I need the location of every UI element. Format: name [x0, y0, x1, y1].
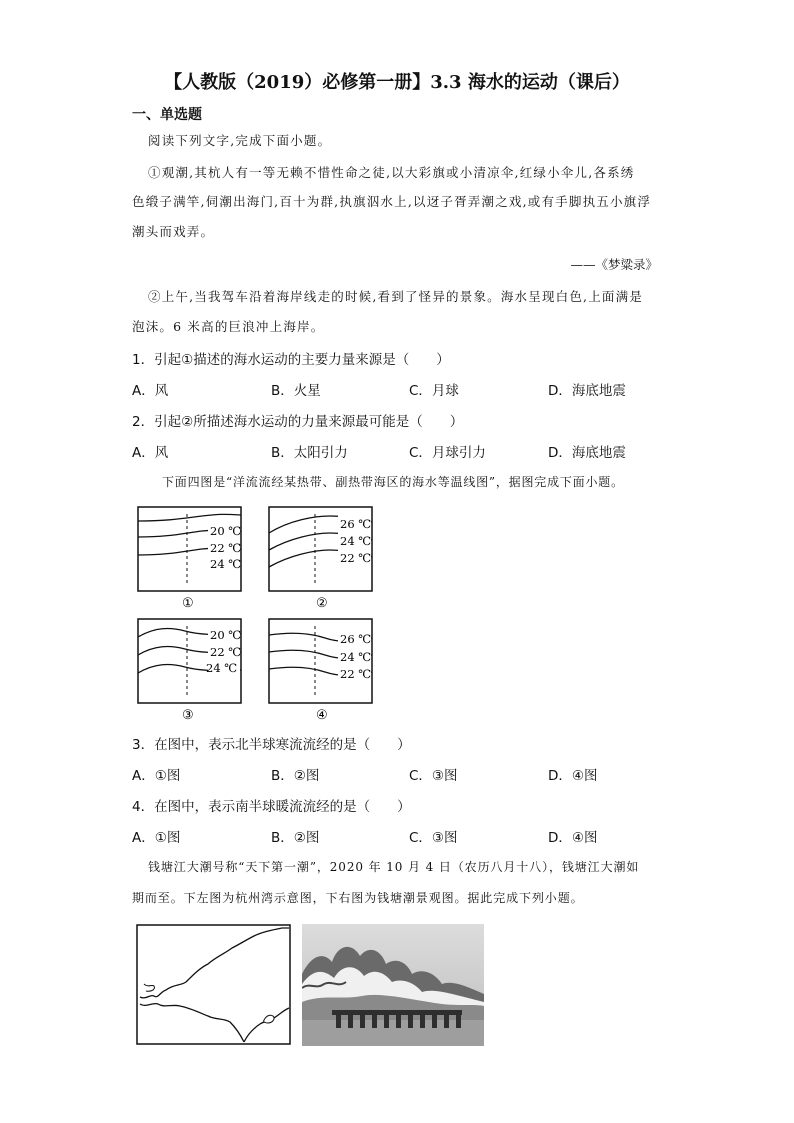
- question-option[interactable]: D．海底地震: [548, 383, 626, 399]
- isotherm-diagram-4: [269, 619, 372, 723]
- question-option[interactable]: B．②图: [271, 830, 320, 846]
- passage3-text-line: 钱塘江大潮号称“天下第一潮”，2020 年 10 月 4 日（农历八月十八），钱塘江大潮如: [148, 860, 640, 874]
- question-option[interactable]: B．火星: [271, 383, 321, 399]
- isotherm-label: 26 ℃: [340, 517, 372, 531]
- passage1-text-line: 潮头而戏弄。: [132, 224, 215, 239]
- isotherm-diagram-2: [269, 507, 372, 611]
- diagram-caption: ③: [182, 708, 194, 723]
- isotherm-diagram-3: [138, 619, 241, 723]
- isotherm-diagram-1: [138, 507, 241, 611]
- question-option[interactable]: B．②图: [271, 768, 320, 784]
- section-heading: 一、单选题: [132, 107, 202, 123]
- question-option[interactable]: D．④图: [548, 768, 598, 784]
- diagram-caption: ④: [316, 708, 328, 723]
- question-option[interactable]: D．④图: [548, 830, 598, 846]
- question-option[interactable]: A．风: [132, 445, 169, 461]
- diagram-caption: ①: [182, 596, 194, 611]
- passage3-text-line: 期而至。下左图为杭州湾示意图，下右图为钱塘潮景观图。据此完成下列小题。: [132, 891, 584, 905]
- question-option[interactable]: A．风: [132, 383, 169, 399]
- question-stem: 2．引起②所描述海水运动的力量来源最可能是（ ）: [132, 414, 464, 430]
- isotherm-label: 20 ℃: [210, 628, 242, 642]
- isotherm-diagrams: [130, 500, 390, 730]
- question-stem: 4．在图中，表示南半球暖流流经的是（ ）: [132, 799, 411, 815]
- isotherm-label: 22 ℃: [340, 551, 372, 565]
- question-stem: 3．在图中，表示北半球寒流流经的是（ ）: [132, 737, 411, 753]
- qiantang-tide-photo: [302, 924, 484, 1046]
- question-option[interactable]: C．③图: [409, 830, 458, 846]
- isotherm-label: 22 ℃: [210, 541, 242, 555]
- isotherm-label: 24 ℃: [340, 650, 372, 664]
- isotherm-label: 26 ℃: [340, 632, 372, 646]
- isotherm-label: 24 ℃: [210, 557, 242, 571]
- passage1-text-line: ①观潮,其杭人有一等无赖不惜性命之徒,以大彩旗或小清凉伞,红绿小伞儿,各系绣: [148, 165, 635, 180]
- question-option[interactable]: A．①图: [132, 830, 181, 846]
- passage1-source: ——《梦粱录》: [570, 257, 658, 272]
- isotherm-label: 20 ℃: [210, 524, 242, 538]
- question-option[interactable]: C．月球: [409, 383, 459, 399]
- hangzhou-bay-map: [136, 924, 292, 1046]
- page-title: 【人教版（2019）必修第一册】3.3 海水的运动（课后）: [164, 72, 630, 93]
- question-option[interactable]: C．月球引力: [409, 445, 486, 461]
- isotherm-label: 22 ℃: [210, 645, 242, 659]
- question-option[interactable]: B．太阳引力: [271, 445, 348, 461]
- passage1-text-line: 泡沫。6 米高的巨浪冲上海岸。: [132, 319, 325, 334]
- isotherm-label: 24 ℃: [206, 661, 238, 675]
- diagram-caption: ②: [316, 596, 328, 611]
- isotherm-label: 24 ℃: [340, 534, 372, 548]
- passage1-text-line: 色缎子满竿,伺潮出海门,百十为群,执旗泅水上,以迓子胥弄潮之戏,或有手脚执五小旗浮: [132, 194, 652, 209]
- question-stem: 1．引起①描述的海水运动的主要力量来源是（ ）: [132, 352, 450, 368]
- isotherm-label: 22 ℃: [340, 667, 372, 681]
- question-option[interactable]: D．海底地震: [548, 445, 626, 461]
- question-option[interactable]: C．③图: [409, 768, 458, 784]
- passage2-text: 下面四图是“洋流流经某热带、副热带海区的海水等温线图”，据图完成下面小题。: [162, 475, 624, 489]
- passage1-intro: 阅读下列文字,完成下面小题。: [148, 133, 332, 148]
- question-option[interactable]: A．①图: [132, 768, 181, 784]
- passage1-text-line: ②上午,当我驾车沿着海岸线走的时候,看到了怪异的景象。海水呈现白色,上面满是: [148, 289, 644, 304]
